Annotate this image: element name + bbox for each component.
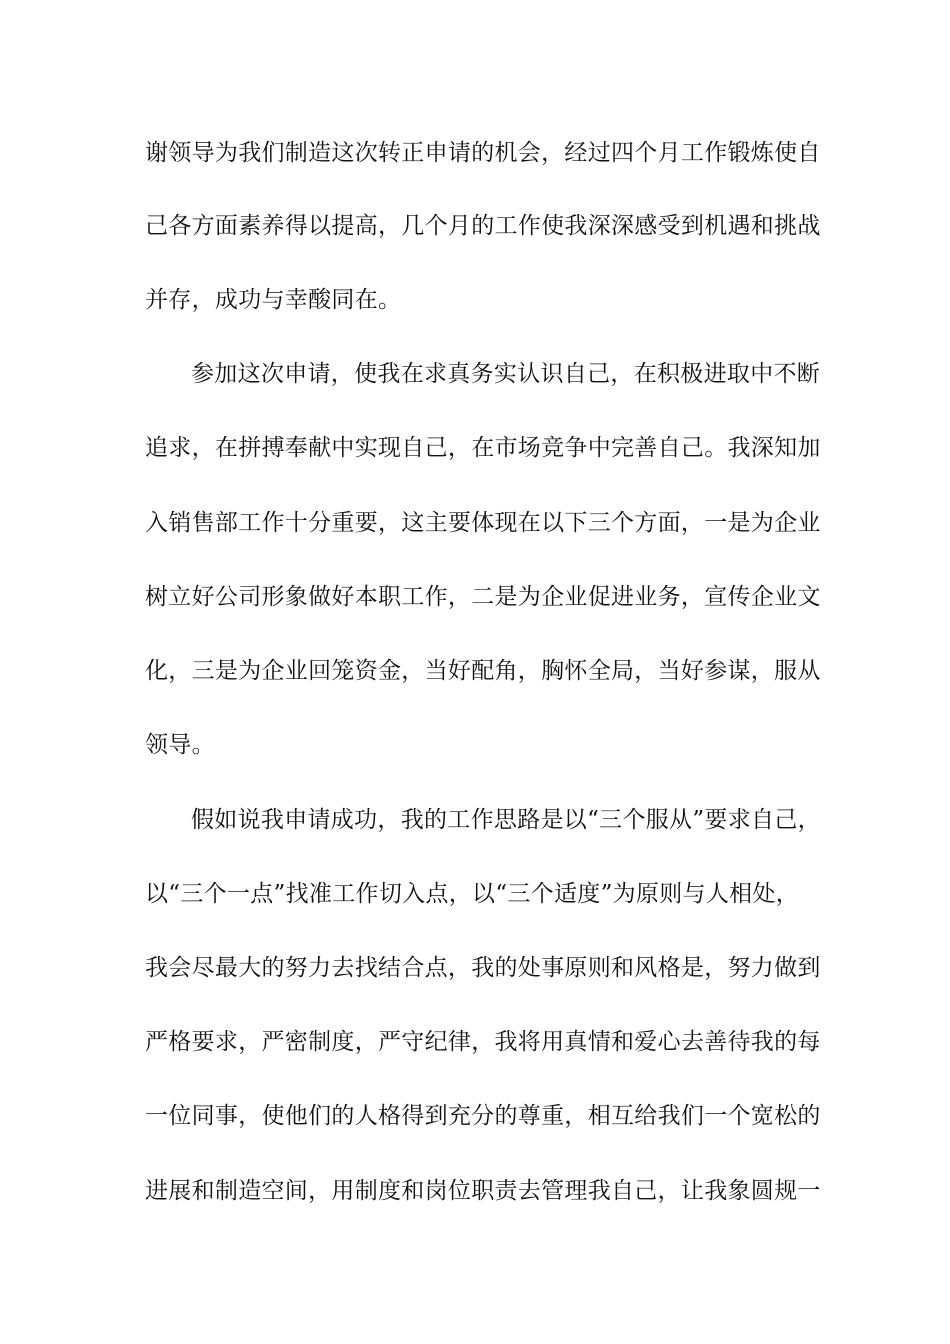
text-line: 化，三是为企业回笼资金，当好配角，胸怀全局，当好参谋，服从 bbox=[145, 658, 821, 684]
text-line: 我会尽最大的努力去找结合点，我的处事原则和风格是，努力做到 bbox=[145, 955, 821, 981]
text-line: 领导。 bbox=[145, 732, 215, 758]
text-line: 入销售部工作十分重要，这主要体现在以下三个方面，一是为企业 bbox=[145, 510, 821, 536]
text-line: 以“三个一点”找准工作切入点，以“三个适度”为原则与人相处， bbox=[145, 881, 800, 907]
text-line: 谢领导为我们制造这次转正申请的机会，经过四个月工作锻炼使自 bbox=[145, 140, 821, 166]
text-line: 进展和制造空间，用制度和岗位职责去管理我自己，让我象圆规一 bbox=[145, 1178, 821, 1204]
text-line: 一位同事，使他们的人格得到充分的尊重，相互给我们一个宽松的 bbox=[145, 1103, 821, 1129]
paragraph-start-line: 参加这次申请，使我在求真务实认识自己，在积极进取中不断 bbox=[191, 361, 821, 387]
text-line: 树立好公司形象做好本职工作，二是为企业促进业务，宣传企业文 bbox=[145, 584, 821, 610]
text-line: 己各方面素养得以提高，几个月的工作使我深深感受到机遇和挑战 bbox=[145, 213, 821, 239]
text-line: 并存，成功与幸酸同在。 bbox=[145, 287, 402, 313]
paragraph-start-line: 假如说我申请成功，我的工作思路是以“三个服从”要求自己， bbox=[191, 807, 821, 833]
text-line: 严格要求，严密制度，严守纪律，我将用真情和爱心去善待我的每 bbox=[145, 1029, 821, 1055]
text-line: 追求，在拼搏奉献中实现自己，在市场竞争中完善自己。我深知加 bbox=[145, 435, 821, 461]
